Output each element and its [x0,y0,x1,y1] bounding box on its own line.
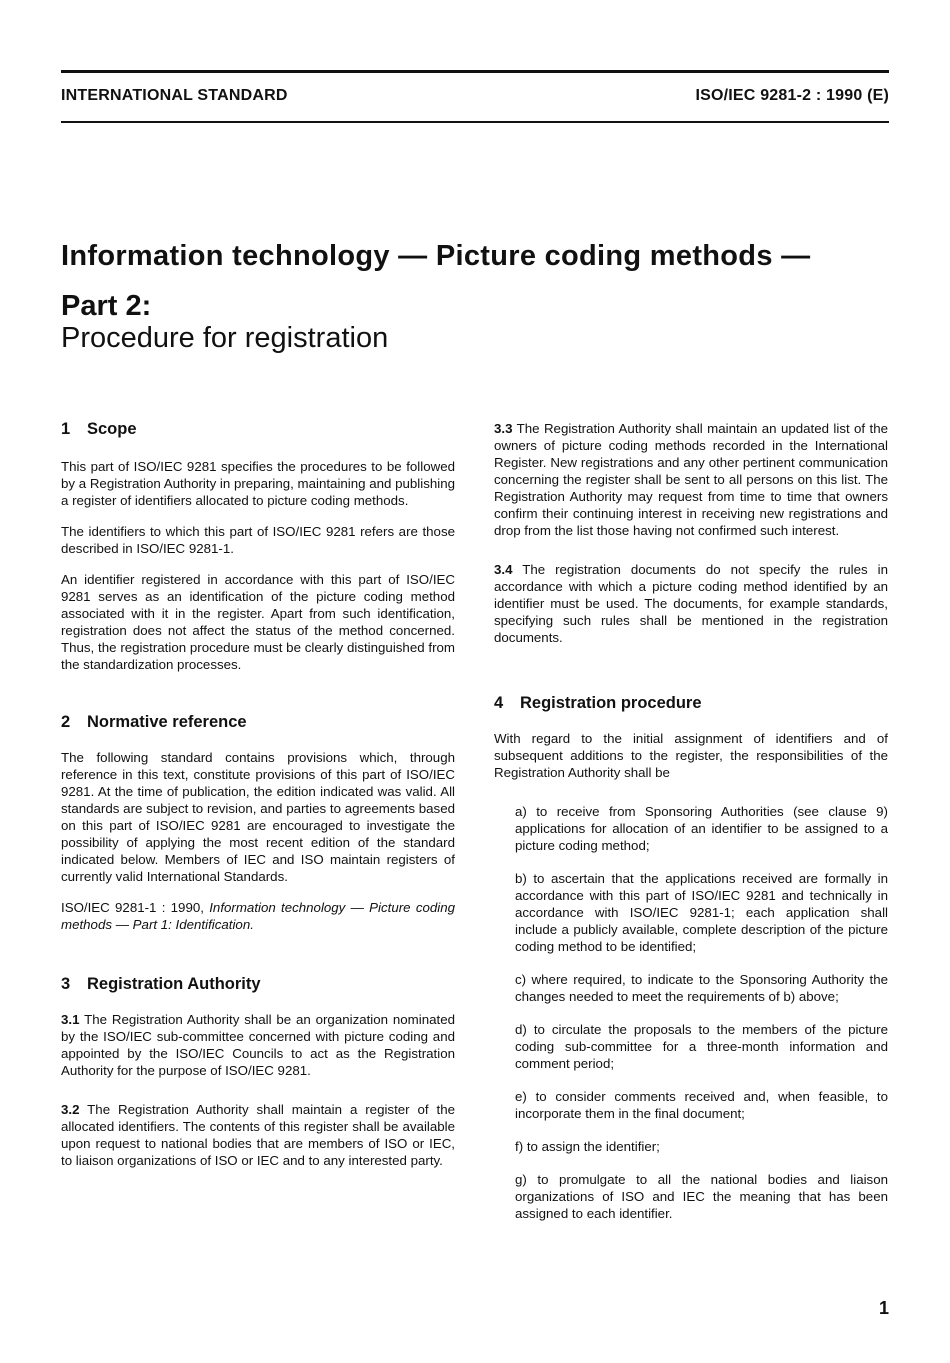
clause-3-4: 3.4 The registration documents do not specify the rules in accordance with which a picture coding method identified by an identifier must be used. The documents, for example standards, specifying such rules shall be mentioned in the registration documents. [494,562,888,645]
clause-3-1: 3.1 The Registration Authority shall be an organization nominated by the ISO/IEC sub-committee concerned with picture coding and appointed by the ISO/IEC Councils to act as the Registration Authority for the purpose of ISO/IEC 9281. [61,1012,455,1078]
section-1-heading: 1 Scope [61,420,137,438]
standard-number: ISO/IEC 9281-2 : 1990 (E) [695,87,889,104]
clause-3-3: 3.3 The Registration Authority shall maintain an updated list of the owners of picture coding methods recorded in the International Register. New registrations and any other pertinent communication concerning the register shall be sent to all persons on this list. The Registration Authority may request from time to time that owners confirm their continuing interest in receiving new registrations and drop from the list those having not confirmed such interest. [494,421,888,538]
left-column [61,418,455,1169]
section-3-heading: 3 Registration Authority [61,975,261,993]
section-4-heading: 4 Registration procedure [494,694,702,712]
section-2-heading: 2 Normative reference [61,713,247,731]
reference-citation: ISO/IEC 9281-1 : 1990, Information technology — Picture coding methods — Part 1: Identification. [61,900,455,932]
right-column [494,420,888,1222]
list-item: a) to receive from Sponsoring Authorities (see clause 9) applications for allocation of an identifier to be assigned to a picture coding method; [515,804,888,853]
header-bottom-rule [61,121,889,123]
header-top-rule [61,70,889,73]
scope-paragraph-3: An identifier registered in accordance with this part of ISO/IEC 9281 serves as an identification of the picture coding method associated with it in the register. Apart from such identification, registration does not affect the status of the method concerned. Thus, the registration procedure must be clearly distinguished from the standardization processes. [61,572,455,672]
document-type-label: INTERNATIONAL STANDARD [61,87,288,104]
list-item: f) to assign the identifier; [515,1139,660,1154]
registration-intro: With regard to the initial assignment of identifiers and of subsequent additions to the register, the responsibilities of the Registration Authority shall be [494,731,888,780]
list-item: c) where required, to indicate to the Sponsoring Authority the changes needed to meet the requirements of b) above; [515,972,888,1004]
scope-paragraph-2: The identifiers to which this part of ISO/IEC 9281 refers are those described in ISO/IEC 9281-1. [61,524,455,556]
page-number: 1 [878,1298,889,1318]
clause-3-2: 3.2 The Registration Authority shall maintain a register of the allocated identifiers. The contents of this register shall be available upon request to national bodies that are members of ISO or IEC, to liaison organizations of ISO or IEC and to any interested party. [61,1102,455,1168]
list-item: e) to consider comments received and, when feasible, to incorporate them in the final document; [515,1089,888,1121]
list-item: b) to ascertain that the applications received are formally in accordance with this part of ISO/IEC 9281 and technically in accordance with ISO/IEC 9281-1; each application shall include a publicly available, complete description of the picture coding method to be identified; [515,871,888,954]
list-item: d) to circulate the proposals to the members of the picture coding sub-committee for a three-month information and comment period; [515,1022,888,1071]
normative-reference-paragraph: The following standard contains provisions which, through reference in this text, constitute provisions of this part of ISO/IEC 9281. At the time of publication, the edition indicated was valid. All standards are subject to revision, and parties to agreements based on this part of ISO/IEC 9281 are encouraged to investigate the possibility of applying the most recent edition of the standard indicated below. Members of IEC and ISO maintain registers of currently valid International Standards. [61,750,455,884]
list-item: g) to promulgate to all the national bodies and liaison organizations of ISO and IEC the meaning that has been assigned to each identifier. [515,1172,888,1221]
part-label: Part 2: [61,290,152,322]
part-subtitle: Procedure for registration [61,322,389,354]
scope-paragraph-1: This part of ISO/IEC 9281 specifies the procedures to be followed by a Registration Authority in preparing, maintaining and publishing a register of identifiers allocated to picture coding methods. [61,459,455,508]
document-title: Information technology — Picture coding methods — [61,240,811,272]
